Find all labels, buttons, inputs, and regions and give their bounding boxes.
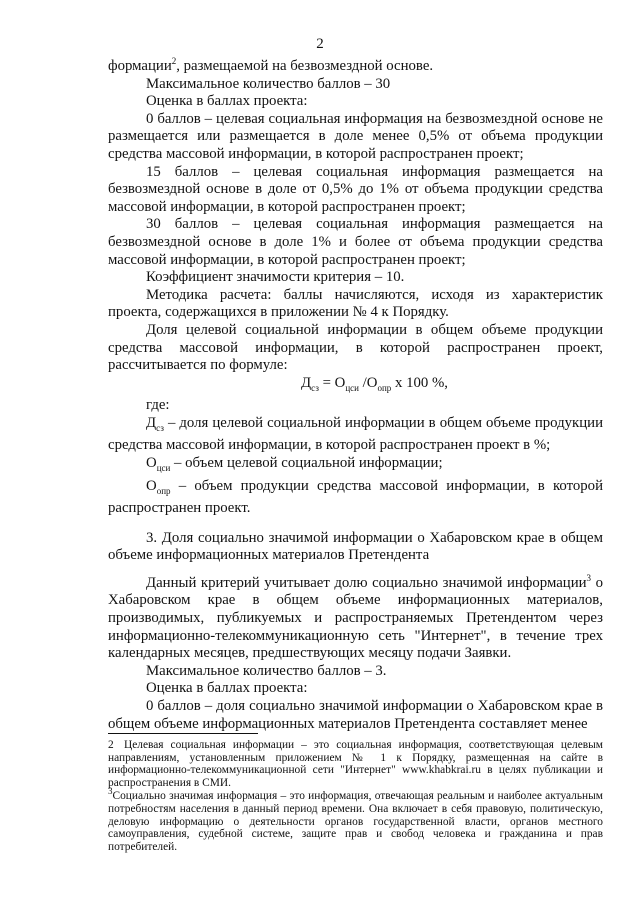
var-o1-sub: цси <box>156 462 171 473</box>
criterion-paragraph <box>108 572 603 663</box>
max-score-line: Максимальное количество баллов – 3. <box>146 662 387 679</box>
var-d: Д <box>146 414 157 431</box>
footnote-ref[interactable]: 3 <box>586 572 592 583</box>
formula-o1: О <box>334 374 346 391</box>
footnote-mark: 2 <box>108 739 114 751</box>
oopr-text: – объем продукции средства массовой информации, в которой распространен проект. <box>108 477 603 517</box>
formula-d-sub: сз <box>311 382 319 393</box>
text-fragment: Данный критерий учитывает долю социально значимой информации <box>146 574 587 591</box>
footnote-3 <box>108 786 603 853</box>
paragraph-continuation <box>108 58 603 76</box>
formula-d: Д <box>301 374 312 391</box>
formula-o1-sub: цси <box>345 382 359 393</box>
document-body <box>108 58 603 733</box>
max-score-line: Максимальное количество баллов – 30 <box>146 75 391 92</box>
formula-tail: х 100 %, <box>391 374 448 391</box>
coefficient-line: Коэффициент значимости критерия – 10. <box>146 269 405 286</box>
section-heading-3: 3. Доля социально значимой информации о Хабаровском крае в общем объеме информационных материалов Претендента <box>108 529 603 564</box>
dsz-text: – доля целевой социальной информации в общем объеме продукции средства массовой информации, в которой распространен проект в %; <box>108 414 603 454</box>
method-paragraph: Методика расчета: баллы начисляются, исходя из характеристик проекта, содержащихся в приложении № 4 к Порядку. <box>108 286 603 321</box>
formula-o2-sub: опр <box>377 382 392 393</box>
where-line <box>108 397 603 415</box>
score-title: Оценка в баллах проекта: <box>146 93 308 110</box>
otsi-definition <box>108 455 603 478</box>
footnote-mark: 3 <box>108 786 113 797</box>
score-15-paragraph: 15 баллов – целевая социальная информация размещается на безвозмездной основе в доле от 0,5% до 1% от объема продукции средства массовой информации, в которой распространен проект; <box>108 163 603 215</box>
otsi-text: – объем целевой социальной информации; <box>170 454 443 471</box>
footnote-2 <box>108 739 603 789</box>
text-fragment: , размещаемой на безвозмездной основе. <box>176 58 434 74</box>
formula <box>108 375 603 398</box>
var-o1: О <box>146 454 157 471</box>
footnotes <box>108 739 603 854</box>
score-0-paragraph: 0 баллов – доля социально значимой информации о Хабаровском крае в общем объеме информационных материалов Претендента составляет менее <box>108 698 603 732</box>
var-o2: О <box>146 477 157 494</box>
where-text: где: <box>146 397 170 414</box>
var-d-sub: сз <box>156 422 164 433</box>
footnote-ref[interactable]: 2 <box>171 56 177 67</box>
score-30-paragraph: 30 баллов – целевая социальная информация размещается на безвозмездной основе в доле 1% и более от объема продукции средства массовой информации, в которой распространен проект; <box>108 216 603 268</box>
page-number: 2 <box>316 36 324 52</box>
formula-eq: = <box>318 374 335 391</box>
share-paragraph: Доля целевой социальной информации в общем объеме продукции средства массовой информации, в которой распространен проект, рассчитывается по формуле: <box>108 321 603 374</box>
oopr-definition <box>108 478 603 518</box>
footnote-separator <box>108 733 258 734</box>
formula-o2: О <box>366 374 378 391</box>
score-0-paragraph: 0 баллов – целевая социальная информация на безвозмездной основе не размещается или размещается в доле менее 0,5% от объема продукции средства массовой информации, в которой распространен проект; <box>108 110 603 162</box>
var-o2-sub: опр <box>156 485 171 496</box>
text-fragment: формации <box>108 58 172 74</box>
footnote-text: Целевая социальная информации – это социальная информация, соответствующая целевым направлениям, установленным приложением № 1 к Порядку, размещенная на сайте в информационно-телекоммуникационной сети "Интернет" www.khabkrai.ru в целях публикации и распространения в СМИ. <box>108 739 603 789</box>
footnote-text: Социально значимая информация – это информация, отвечающая реальным и наиболее актуальным потребностям населения в данный период времени. Она включает в себя правовую, политическую, деловую информацию о деятельности органов государственной власти, органов местного самоуправления, судебной системе, защите прав и свобод человека и гражданина и прав потребителей. <box>108 790 603 853</box>
dsz-definition <box>108 415 603 455</box>
text-fragment: о Хабаровском крае в общем объеме информационных материалов, производимых, публикуемых и распространяемых Претендентом через информационно-телекоммуникационную сеть "Интернет", в течение трех календарных месяцев, предшествующих месяцу подачи Заявки. <box>108 574 603 662</box>
formula-slash: / <box>358 374 367 391</box>
score-title: Оценка в баллах проекта: <box>146 680 308 697</box>
